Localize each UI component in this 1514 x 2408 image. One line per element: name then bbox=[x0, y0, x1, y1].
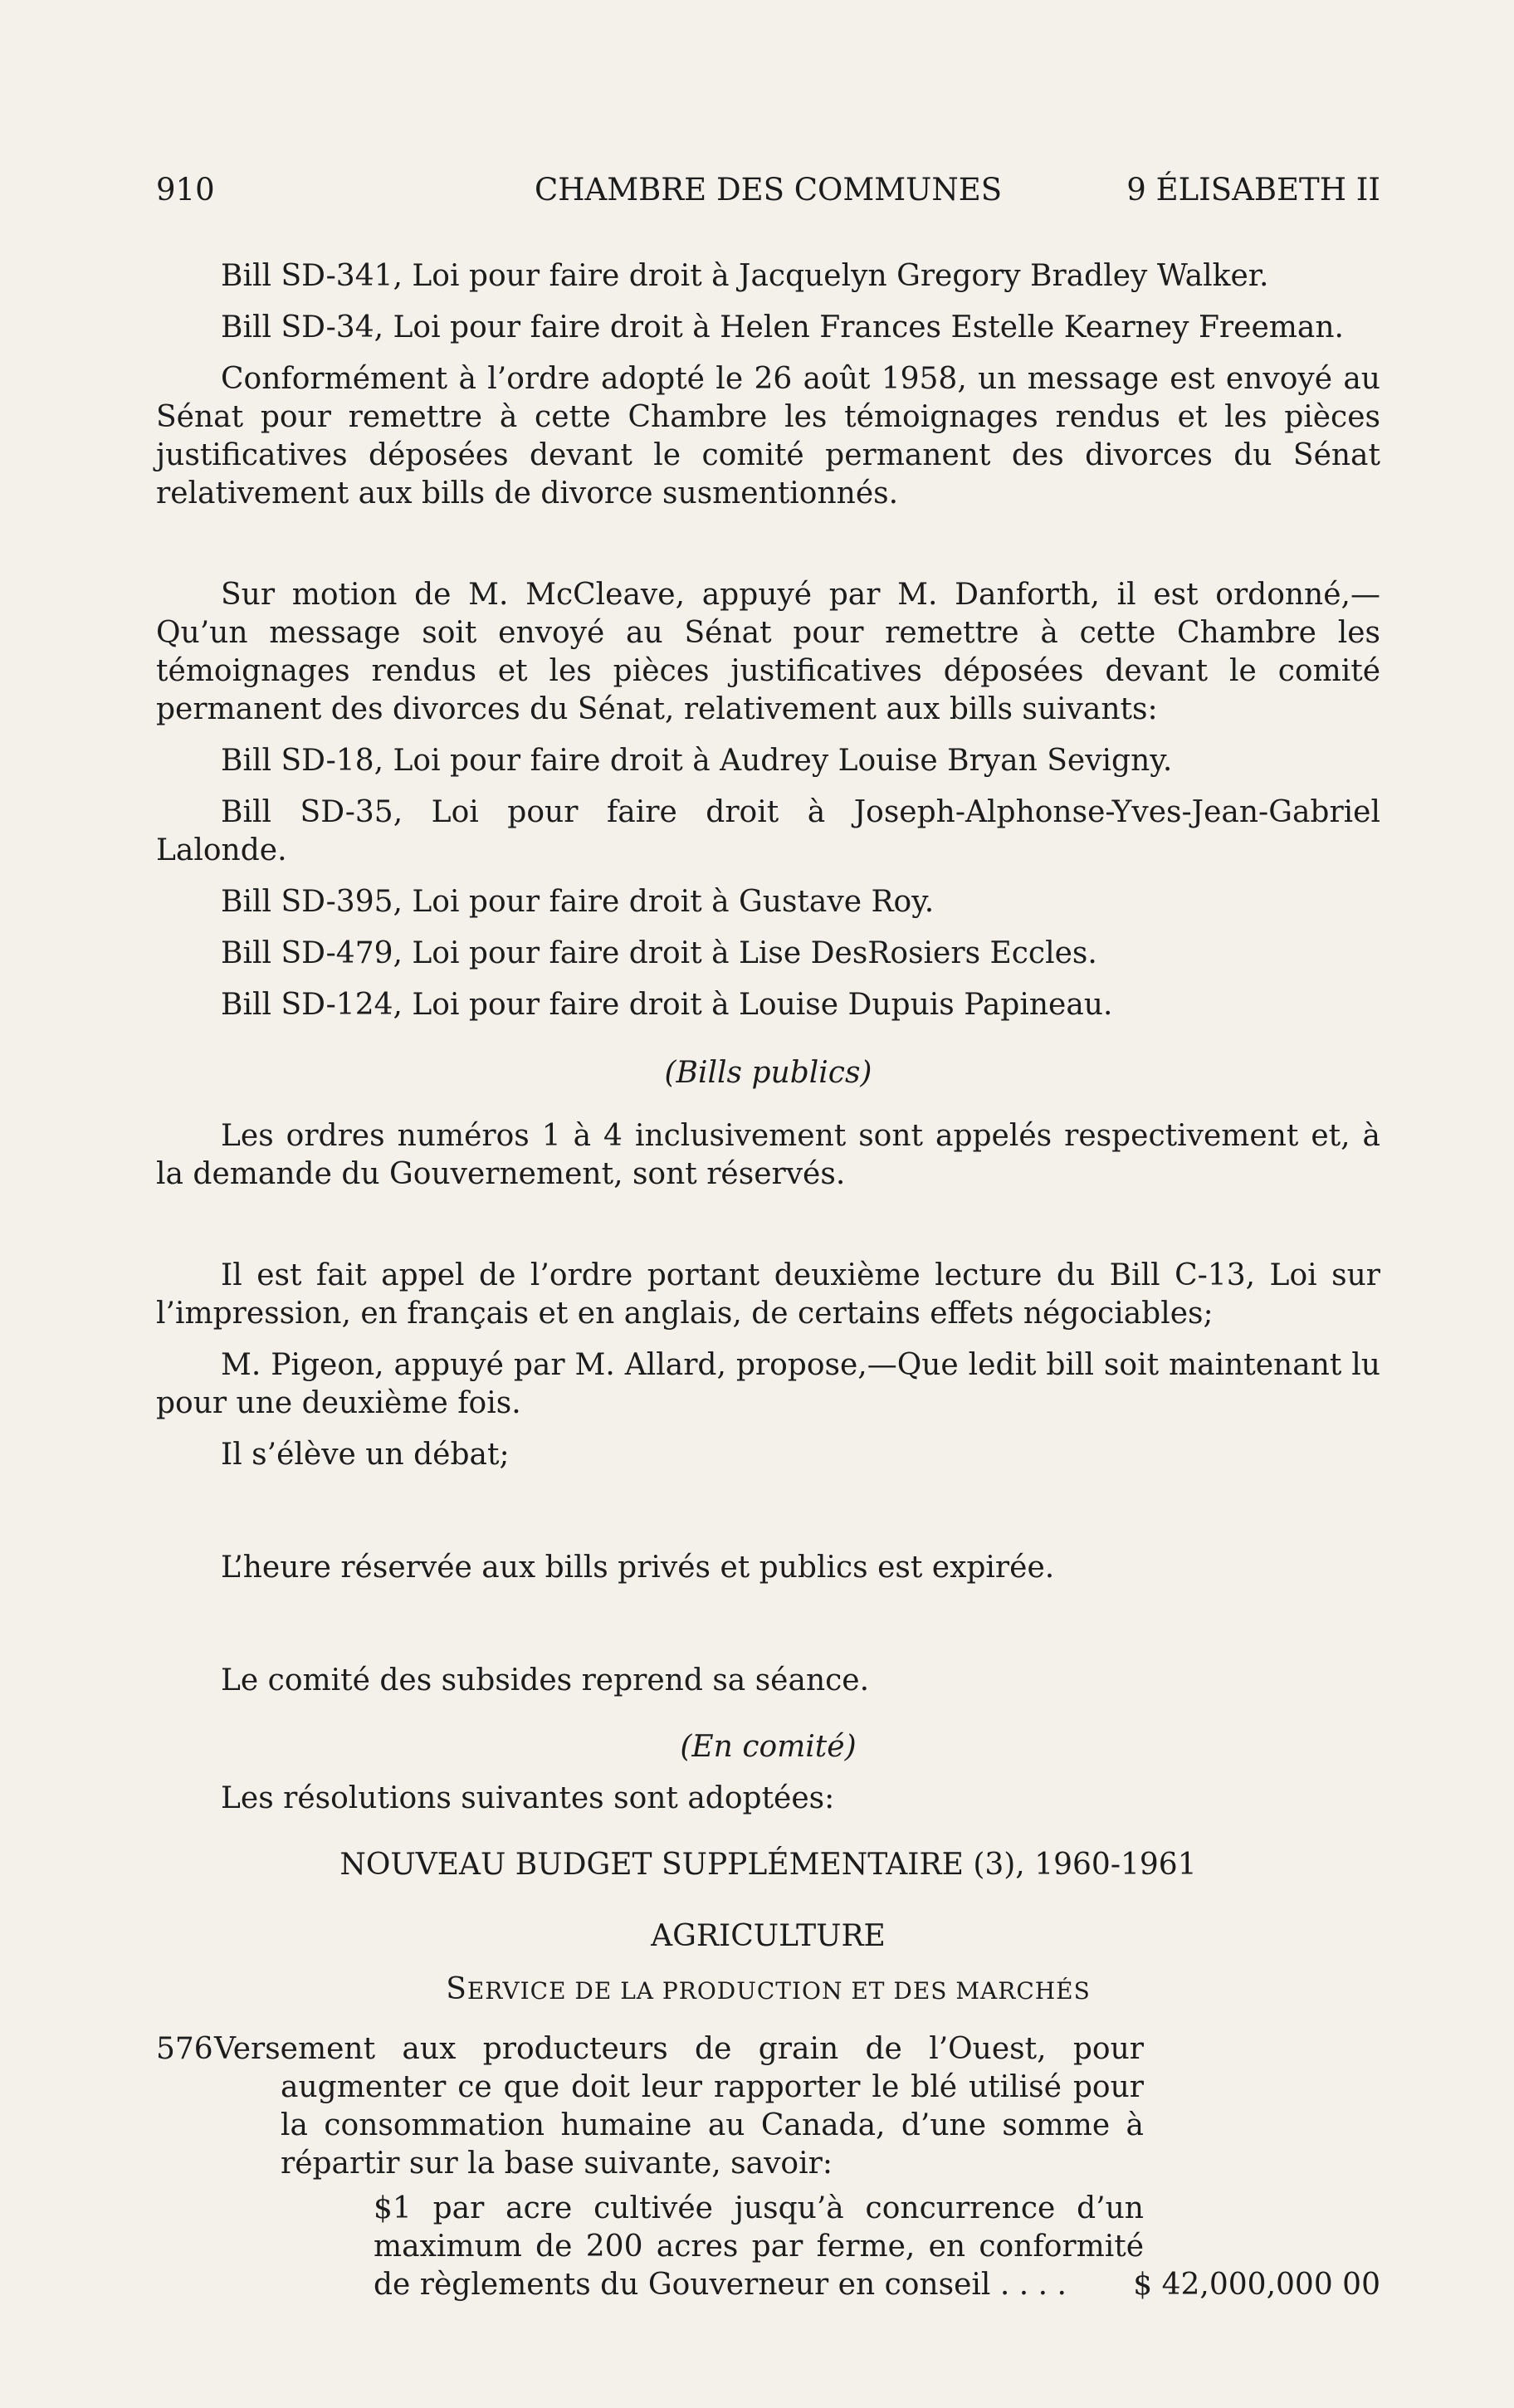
vote-text: Versement aux producteurs de grain de l’Ouest, pour augmenter ce que doit leur rapporter le blé utilisé pour la consommation humaine au Canada, d’une somme à répartir sur la base suivante, savoir: bbox=[214, 2032, 1144, 2181]
in-committee-heading: (En comité) bbox=[680, 1730, 857, 1764]
vote-number: 576 bbox=[156, 2032, 213, 2066]
subsection-heading-rest: ERVICE DE LA PRODUCTION ET DES MARCHÉS bbox=[466, 1977, 1091, 2005]
page-number: 910 bbox=[156, 172, 215, 208]
motion-paragraph: Sur motion de M. McCleave, appuyé par M. Danforth, il est ordonné,—Qu’un message soit envoyé au Sénat pour remettre à cette Chambre les témoignages rendus et les pièces justificatives déposées devant le comité permanent des divorces du Sénat, relativement aux bills suivants: bbox=[156, 578, 1380, 726]
header-title: CHAMBRE DES COMMUNES bbox=[534, 172, 1003, 208]
vote-subitem bbox=[156, 2190, 1380, 2304]
resolutions-line: Les résolutions suivantes sont adoptées: bbox=[221, 1781, 835, 1815]
bill-line: Bill SD-35, Loi pour faire droit à Joseph-Alphonse-Yves-Jean-Gabriel Lalonde. bbox=[156, 795, 1380, 867]
hour-line: L’heure réservée aux bills privés et publics est expirée. bbox=[221, 1551, 1055, 1585]
subsection-heading-initial: S bbox=[446, 1972, 467, 2006]
bill-line: Bill SD-124, Loi pour faire droit à Louise Dupuis Papineau. bbox=[221, 988, 1113, 1022]
page-body bbox=[156, 257, 1380, 2304]
debate-line: Il s’élève un débat; bbox=[221, 1438, 510, 1472]
vote-amount: $ 42,000,000 00 bbox=[1133, 2268, 1380, 2302]
second-reading-paragraph: Il est fait appel de l’ordre portant deuxième lecture du Bill C-13, Loi sur l’impression, en français et en anglais, de certains effets négociables; bbox=[156, 1258, 1380, 1331]
bill-line: Bill SD-479, Loi pour faire droit à Lise DesRosiers Eccles. bbox=[221, 936, 1097, 970]
orders-paragraph: Les ordres numéros 1 à 4 inclusivement sont appelés respectivement et, à la demande du Gouvernement, sont réservés. bbox=[156, 1119, 1380, 1191]
pigeon-paragraph: M. Pigeon, appuyé par M. Allard, propose,—Que ledit bill soit maintenant lu pour une deuxième fois. bbox=[156, 1348, 1380, 1420]
bill-line: Bill SD-34, Loi pour faire droit à Helen Frances Estelle Kearney Freeman. bbox=[221, 310, 1344, 344]
bill-line: Bill SD-395, Loi pour faire droit à Gustave Roy. bbox=[221, 885, 935, 919]
vote-subtext: $1 par acre cultivée jusqu’à concurrence d’un maximum de 200 acres par ferme, en conformité de règlements du Gouverneur en conseil . . . . bbox=[374, 2191, 1144, 2302]
vote-item bbox=[156, 2030, 1380, 2183]
message-paragraph: Conformément à l’ordre adopté le 26 août 1958, un message est envoyé au Sénat pour remettre à cette Chambre les témoignages rendus et les pièces justificatives déposées devant le comité permanent des divorces du Sénat relativement aux bills de divorce susmentionnés. bbox=[156, 362, 1380, 510]
budget-heading: NOUVEAU BUDGET SUPPLÉMENTAIRE (3), 1960-1961 bbox=[339, 1848, 1197, 1882]
public-bills-heading: (Bills publics) bbox=[664, 1056, 872, 1090]
page-header bbox=[156, 169, 1380, 211]
committee-line: Le comité des subsides reprend sa séance. bbox=[221, 1663, 870, 1697]
section-heading: AGRICULTURE bbox=[651, 1919, 886, 1953]
subsection-heading bbox=[156, 1971, 1380, 2010]
bill-line: Bill SD-341, Loi pour faire droit à Jacquelyn Gregory Bradley Walker. bbox=[221, 259, 1269, 293]
header-session: 9 ÉLISABETH II bbox=[1126, 172, 1380, 208]
bill-line: Bill SD-18, Loi pour faire droit à Audrey Louise Bryan Sevigny. bbox=[221, 744, 1173, 778]
